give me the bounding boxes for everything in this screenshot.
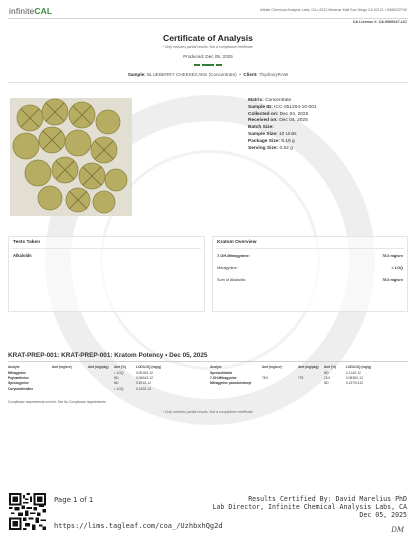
- detail-value: 5.19 g: [281, 138, 295, 144]
- detail-value: Concentrate: [265, 98, 292, 103]
- coa-link[interactable]: https://lims.tagleaf.com/coa_/UzhbxhQg2d: [54, 522, 223, 530]
- panel-divider: [12, 248, 201, 249]
- detail-row: [248, 125, 317, 132]
- table-cell: 7-OH-Mitragynine: [210, 376, 237, 381]
- table-cell: ND: [114, 381, 119, 386]
- compliance-footnote: Compliance requirements not met. See No Compliance requirements.: [8, 400, 107, 404]
- license-number: CA License #: C8-0000047-LIC: [352, 20, 407, 24]
- table-cell: 0.142/1.13: [136, 386, 152, 391]
- header-divider: [8, 18, 408, 19]
- detail-row: [248, 146, 317, 153]
- table-cell: 15.0: [324, 376, 331, 381]
- accent-bar-center: [202, 64, 214, 66]
- detail-row: [248, 132, 317, 139]
- partial-results-note: * Only includes partial results. Not a compliance certificate.: [162, 45, 254, 49]
- table-header: LOD/LOQ (mg/g): [136, 365, 162, 369]
- table-cell: 0.101/1.12: [136, 381, 152, 386]
- kratom-overview-title: Kratom Overview: [217, 240, 257, 245]
- accent-bar-left: [194, 64, 200, 66]
- table-header: Amt (%): [324, 365, 337, 369]
- detail-label: Batch Size:: [248, 125, 274, 131]
- page-title: Certificate of Analysis: [163, 33, 253, 43]
- table-header: Amt (mg/srv): [262, 365, 282, 369]
- detail-value: Dec 04, 2025: [279, 118, 308, 124]
- table-cell: Speciogynine: [8, 381, 29, 386]
- page-number: Page 1 of 1: [54, 496, 94, 504]
- detail-value: 0.52 g: [279, 145, 293, 151]
- table-cell: ND: [324, 371, 329, 375]
- kratom-row: 7-OH-Mitragynine: 78.0 mg/srv: [217, 254, 403, 258]
- detail-value: Dec 04, 2025: [279, 111, 309, 117]
- table-header: Amt (mg/pkg): [298, 365, 319, 369]
- signature: DM: [391, 526, 404, 534]
- table-cell: 0.0916/1.12: [136, 371, 153, 375]
- lab-address: Infinite Chemical Analysis Labs, CA • 8312 Miramar Mall San Diego CA 92121 • 8586232740: [259, 8, 407, 12]
- sample-client-line: Sample: BLUEBERRY CHEESECAKE (Concentrate) • Client: 7hydroxyRAW: [127, 72, 289, 77]
- kratom-row: Sum of Alkaloids: 78.0 mg/srv: [217, 278, 403, 282]
- detail-label: Matrix:: [248, 98, 264, 103]
- detail-label: Sample Size:: [248, 131, 278, 137]
- sample-details: [248, 98, 317, 152]
- table-header: Analyte: [8, 365, 20, 369]
- kratom-overview-panel: [212, 236, 408, 312]
- table-cell: < LOQ: [114, 386, 124, 391]
- lab-logo: infiniteCAL: [9, 6, 53, 16]
- table-cell: 0.0654/1.12: [136, 376, 153, 381]
- partial-results-note-bottom: * Only includes partial results. Not a compliance certificate.: [162, 410, 254, 414]
- qr-code[interactable]: [9, 493, 46, 530]
- certification-block: Results Certified By: David Marelius PhD Lab Director, Infinite Chemical Analysis Labs, CA Dec 05, 2025: [212, 495, 407, 519]
- table-header: Amt (mg/srv): [52, 365, 72, 369]
- accent-bar-right: [216, 64, 222, 66]
- product-photo: [10, 98, 132, 216]
- detail-row: [248, 105, 317, 112]
- table-cell: 0.0838/1.12: [346, 376, 363, 381]
- table-cell: Mitragynine: [8, 371, 26, 375]
- table-cell: ND: [114, 376, 119, 381]
- detail-row: [248, 139, 317, 146]
- kratom-row: Mitragynine: < LOQ: [217, 266, 403, 270]
- table-header: Analyte: [210, 365, 222, 369]
- potency-section-title: KRAT-PREP-001: KRAT-PREP-001: Kratom Potency • Dec 05, 2025: [8, 352, 208, 359]
- tablets-image: [10, 98, 132, 216]
- table-cell: 779: [298, 376, 304, 381]
- produced-date: Produced: Dec 05, 2025: [183, 54, 233, 59]
- panel-divider: [216, 248, 404, 249]
- potency-divider: [8, 361, 408, 362]
- table-header: Amt (%): [114, 365, 127, 369]
- detail-label: Serving Size:: [248, 145, 279, 151]
- table-cell: Speciociliatine: [210, 371, 233, 375]
- table-cell: Corynantheidine: [8, 386, 34, 391]
- detail-label: Package Size:: [248, 138, 280, 144]
- table-cell: 78.0: [262, 376, 269, 381]
- detail-label: Sample ID:: [248, 104, 273, 110]
- table-cell: Mitragynine pseudoindoxyl: [210, 381, 252, 386]
- detail-value: ICC-251204-10-001: [274, 104, 317, 110]
- table-cell: 0.114/1.12: [346, 371, 361, 375]
- table-cell: ND: [324, 381, 329, 386]
- table-header: LOD/LOQ (mg/g): [346, 365, 372, 369]
- detail-label: Collected on:: [248, 111, 279, 117]
- detail-value: 10 Units: [278, 131, 297, 137]
- tests-taken-title: Tests Taken: [13, 240, 41, 245]
- table-header: Amt (mg/pkg): [88, 365, 109, 369]
- tests-taken-panel: [8, 236, 205, 312]
- table-cell: Paynantheine: [8, 376, 29, 381]
- test-item-alkaloids: Alkaloids: [13, 253, 32, 258]
- table-cell: < LOQ: [114, 371, 124, 375]
- qr-code-icon: [9, 493, 46, 530]
- detail-row: [248, 98, 317, 105]
- section-divider: [8, 82, 408, 83]
- detail-label: Received on:: [248, 118, 278, 124]
- table-cell: 0.137/0.410: [346, 381, 363, 386]
